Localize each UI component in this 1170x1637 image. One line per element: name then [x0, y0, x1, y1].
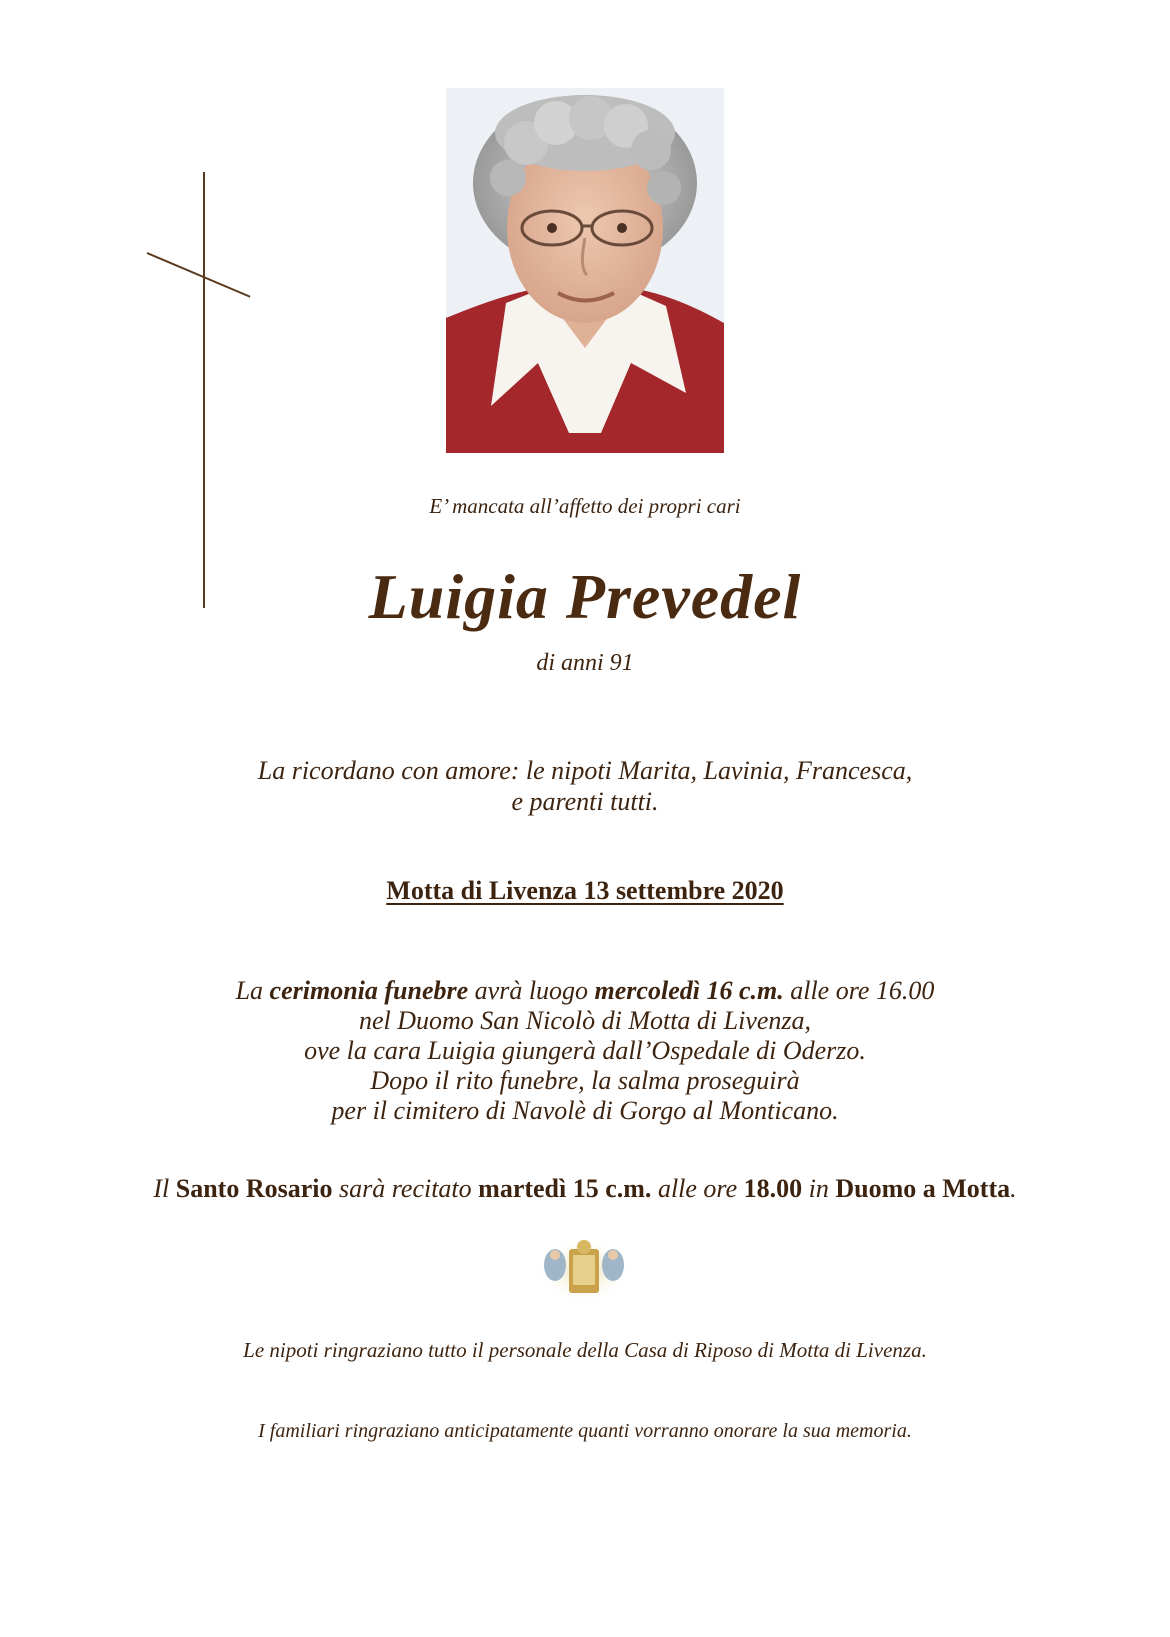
funeral-line-3: ove la cara Luigia giungerà dall’Ospedale di Oderzo. — [304, 1036, 866, 1065]
funeral-text: avrà luogo — [468, 976, 595, 1005]
mourners-line-2: e parenti tutti. — [511, 787, 659, 816]
deceased-portrait — [446, 88, 724, 453]
funeral-day: mercoledì 16 c.m. — [594, 976, 784, 1005]
rosary-time: 18.00 — [743, 1174, 803, 1203]
funeral-line-1 — [0, 976, 1170, 1006]
funeral-time: alle ore 16.00 — [783, 976, 935, 1005]
funeral-line-4: Dopo il rito funebre, la salma proseguirà — [370, 1066, 800, 1095]
funeral-line-2: nel Duomo San Nicolò di Motta di Livenza, — [358, 1006, 812, 1035]
thanks-family-text: I familiari ringraziano anticipatamente quanti vorranno onorare la sua memoria. — [258, 1420, 912, 1442]
funeral-ceremony-label: cerimonia funebre — [269, 976, 469, 1005]
religious-image-icon — [535, 1235, 633, 1305]
funeral-text: La — [235, 976, 270, 1005]
cross-vertical-bar — [203, 172, 205, 608]
age-text: di anni 91 — [536, 650, 634, 676]
rosary-label: Santo Rosario — [175, 1174, 333, 1203]
rosary-text: . — [1010, 1174, 1017, 1203]
mourners-line-1: La ricordano con amore: le nipoti Marita, Lavinia, Francesca, — [257, 756, 913, 785]
deceased-name: Luigia Prevedel — [368, 561, 802, 632]
funeral-line-5: per il cimitero di Navolè di Gorgo al Monticano. — [331, 1096, 839, 1125]
rosary-text: in — [802, 1174, 836, 1203]
cross-horizontal-bar — [147, 252, 251, 298]
rosary-text: Il — [153, 1174, 176, 1203]
rosary-line — [0, 1174, 1170, 1204]
thanks-staff-text: Le nipoti ringraziano tutto il personale della Casa di Riposo di Motta di Livenza. — [243, 1338, 927, 1362]
rosary-day: martedì 15 c.m. — [478, 1174, 652, 1203]
place-date-heading: Motta di Livenza 13 settembre 2020 — [386, 876, 784, 905]
intro-text: E’ mancata all’affetto dei propri cari — [429, 494, 741, 518]
rosary-text: alle ore — [651, 1174, 744, 1203]
rosary-place: Duomo a Motta — [835, 1174, 1011, 1203]
rosary-text: sarà recitato — [332, 1174, 479, 1203]
